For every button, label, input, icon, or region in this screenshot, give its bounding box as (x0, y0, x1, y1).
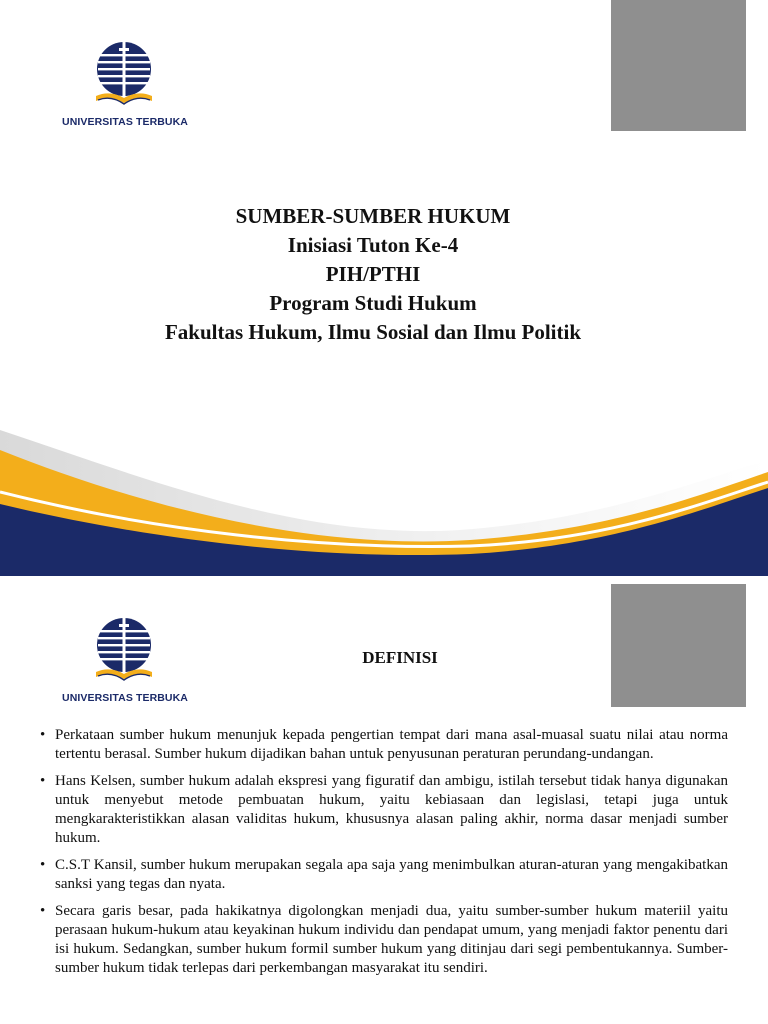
list-item (40, 726, 728, 764)
title-line: SUMBER-SUMBER HUKUM (235, 204, 511, 228)
title-line: PIH/PTHI (325, 262, 421, 286)
slide-separator (0, 576, 768, 584)
list-item-text: C.S.T Kansil, sumber hukum merupakan segala apa saja yang menimbulkan aturan-aturan yang mengakibatkan sanksi yang tegas dan nyata. (55, 857, 728, 892)
list-item (40, 772, 728, 848)
list-item (40, 902, 728, 978)
list-item-text: Hans Kelsen, sumber hukum adalah ekspresi yang figuratif dan ambigu, istilah tersebut tidak hanya digunakan untuk menyebut metode pembuatan hukum, yaitu kebiasaan dan legislasi, tetapi juga untuk mengkarakteristikkan alasan validitas hukum, khususnya alasan paling akhir, norma dasar menjadi sumber hukum. (55, 773, 728, 846)
university-logo (62, 616, 188, 708)
bullet-icon: • (40, 773, 46, 789)
list-item-text: Secara garis besar, pada hakikatnya digolongkan menjadi dua, yaitu sumber-sumber hukum materiil yaitu perasaan hukum-hukum atau keyakinan hukum individu dan pendapat umum, yang menjadi faktor penentu dari isi hukum. Sedangkan, sumber hukum formil sumber hukum yang ditinjau dari segi pembentukannya. Sumber-sumber hukum tidak terlepas dari perkembangan masyarakat itu sendiri. (55, 903, 728, 976)
university-emblem-icon (92, 40, 156, 108)
section-heading: DEFINISI (362, 648, 438, 667)
bullet-icon: • (40, 857, 46, 873)
decorative-wave (0, 400, 768, 576)
title-line: Inisiasi Tuton Ke-4 (287, 233, 459, 257)
bullet-icon: • (40, 903, 46, 919)
university-logo (62, 40, 188, 132)
definition-slide (0, 584, 768, 1024)
definition-list (40, 726, 728, 986)
list-item-text: Perkataan sumber hukum menunjuk kepada pengertian tempat dari mana asal-muasal suatu nilai atau norma tertentu berasal. Sumber hukum dijadikan bahan untuk penyusunan peraturan perundang-undangan. (55, 727, 728, 762)
slide-title-block (0, 202, 746, 347)
logo-text: UNIVERSITAS TERBUKA (62, 692, 188, 704)
university-emblem-icon (92, 616, 156, 684)
logo-text: UNIVERSITAS TERBUKA (62, 116, 188, 128)
corner-gray-block (611, 0, 746, 131)
bullet-icon: • (40, 727, 46, 743)
corner-gray-block (611, 584, 746, 707)
list-item (40, 856, 728, 894)
title-line: Fakultas Hukum, Ilmu Sosial dan Ilmu Politik (164, 320, 582, 344)
title-line: Program Studi Hukum (269, 291, 477, 315)
